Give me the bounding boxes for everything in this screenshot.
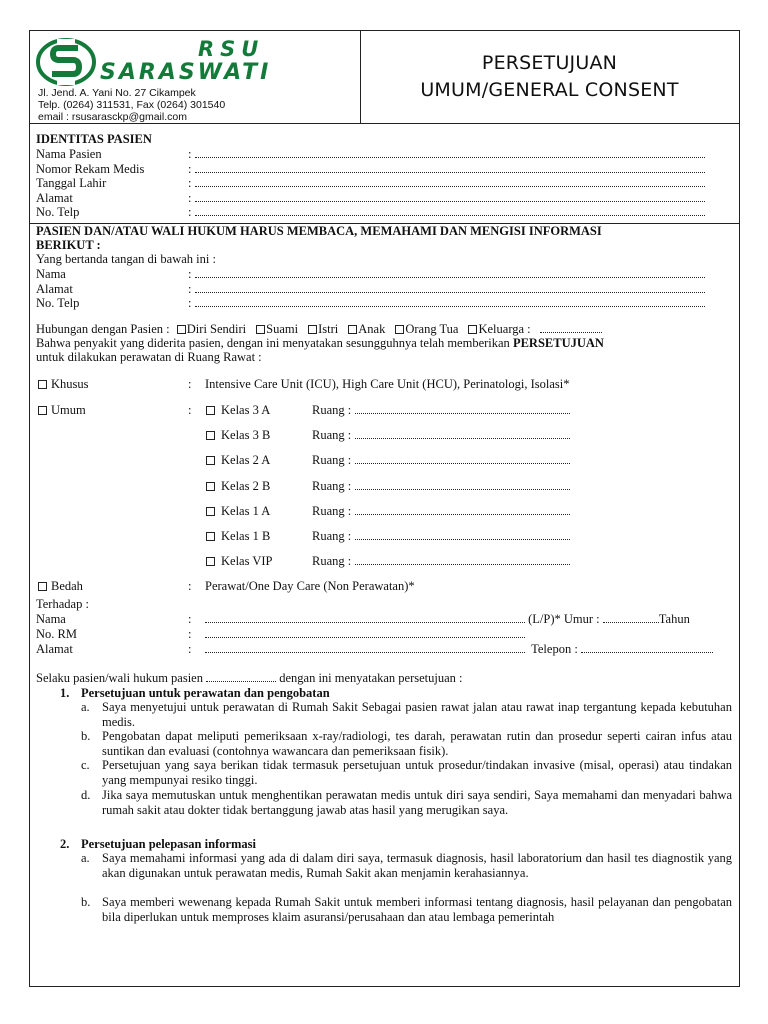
khusus-description: Intensive Care Unit (ICU), High Care Unit (HCU), Perinatologi, Isolasi*: [205, 377, 570, 391]
class-checkbox[interactable]: [206, 456, 215, 465]
target-rm-input[interactable]: [205, 627, 525, 638]
relation-checkbox[interactable]: [395, 325, 404, 334]
guardian-field-label: Alamat: [36, 281, 73, 296]
identity-field-input[interactable]: [195, 147, 705, 158]
room-row: Ruang :: [312, 453, 570, 467]
guardian-field-label: Nama: [36, 267, 66, 281]
room-input[interactable]: [355, 403, 570, 414]
target-age-input[interactable]: [603, 612, 659, 623]
hospital-logo-icon: [35, 36, 97, 88]
document-title: [360, 31, 739, 123]
target-label: Terhadap :: [36, 597, 89, 611]
target-address-label: Alamat: [36, 642, 73, 656]
brand-name: SARASWATI: [100, 60, 272, 85]
room-row: Ruang :: [312, 403, 570, 417]
identity-field-label: Nomor Rekam Medis: [36, 161, 145, 176]
form-body: IDENTITAS PASIEN Nama Pasien : Nomor Rekam Medis : Tanggal Lahir : Alamat : No. Telp : PASIEN DAN/ATAU WALI HUKUM HARUS MEMBACA, MEMAHAMI DAN MENGISI INFORMASI BERIKUT : Yang bertanda tangan di bawah ini : Nama : Alamat : No. Telp : Hubungan dengan Pasien : Diri Sendiri Suami Istri Anak Orang Tua Keluarga : Bahwa penyakit yang diderita pasien, dengan ini menyatakan sesungguhnya telah memberikan PERSETUJUAN untuk dilakukan perawatan di Ruang Rawat : Khusus : Intensive Care Unit (ICU), High Care Unit (HCU), Perinatologi, Isolasi* Umum : Kelas 3 A Ruang : Kelas 3 B Ruang : Kelas 2 A Ruang : Kelas 2 B Ruang : Kelas 1 A Ruang : Kelas 1 B Ruang : Kelas VIP Ruang : Bedah : Perawat/One Day Care (Non Perawatan)* Terhadap : Nama : (L/P)* Umur : Tahun No. RM : Alamat : Telepon : Selaku pasien/wali hukum pasien dengan ini menyatakan persetujuan : 1. Persetujuan untuk perawatan dan pengobatan a. Saya menyetujui untuk perawatan di Rumah Sakit Sebagai pasien rawat jalan atau rawat inap tergantung kepada kebutuhan medis. b. Pengobatan dapat meliputi pemeriksaan x-ray/radiologi, tes darah, perawatan rutin dan prosedur seperti cairan infus atau suntikan dan evaluasi (contohnya wawancara dan pemeriksaan fisik). c. Persetujuan yang saya berikan tidak termasuk persetujuan untuk prosedur/tindakan invasive (misal, operasi) atau tindakan yang mempunyai resiko tinggi. d. Jika saya memutuskan untuk menghentikan perawatan medis untuk diri saya sendiri, Saya memahami dan menyadari bahwa rumah sakit atau dokter tidak bertanggung jawab atas hasil yang merugikan saya. 2. Persetujuan pelepasan informasi a. Saya memahami informasi yang ada di dalam diri saya, termasuk diagnosis, hasil laboratorium dan hasil tes diagnostik yang akan digunakan untuk perawatan medis, Rumah Sakit akan menjamin kerahasiannya. b. Saya memberi wewenang kepada Rumah Sakit untuk memberi informasi tentang diagnosis, hasil pelayanan dan pengobatan bila diperlukan untuk memproses klaim asuransi/perusahaan dan atau lembaga pemerintah: [30, 123, 739, 986]
class-option[interactable]: Kelas 1 B: [206, 529, 270, 543]
relation-option[interactable]: Orang Tua: [395, 322, 458, 336]
consent-intro: Selaku pasien/wali hukum pasien dengan ini menyatakan persetujuan :: [36, 671, 463, 685]
consent-item-text: Saya memahami informasi yang ada di dalam diri saya, termasuk diagnosis, hasil laboratorium dan hasil tes diagnostik yang akan digunakan untuk perawatan medis, Rumah Sakit akan menjamin kerahasiannya.: [102, 851, 732, 880]
relation-option[interactable]: Suami: [256, 322, 298, 336]
identity-field-input[interactable]: [195, 162, 705, 173]
room-row: Ruang :: [312, 428, 570, 442]
consent-section-title: Persetujuan untuk perawatan dan pengobatan: [81, 686, 330, 700]
consent-section-number: 1.: [60, 686, 70, 700]
hospital-identity: [30, 31, 361, 123]
bedah-description: Perawat/One Day Care (Non Perawatan)*: [205, 579, 415, 593]
consent-item-letter: d.: [81, 788, 91, 802]
hospital-phone: Telp. (0264) 311531, Fax (0264) 301540: [38, 99, 226, 111]
identity-field-label: Alamat: [36, 190, 73, 205]
guardian-field-input[interactable]: [195, 282, 705, 293]
identity-field-input[interactable]: [195, 205, 705, 216]
hospital-email: email : rsusarasckp@gmail.com: [38, 111, 187, 123]
relation-checkbox[interactable]: [256, 325, 265, 334]
room-row: Ruang :: [312, 554, 570, 568]
guardian-field-input[interactable]: [195, 296, 705, 307]
target-address-input[interactable]: [205, 642, 525, 653]
room-input[interactable]: [355, 529, 570, 540]
target-name-row: (L/P)* Umur : Tahun: [205, 612, 690, 626]
khusus-checkbox[interactable]: [38, 380, 47, 389]
class-checkbox[interactable]: [206, 532, 215, 541]
consent-item-text: Persetujuan yang saya berikan tidak termasuk persetujuan untuk prosedur/tindakan invasive (misal, operasi) atau tindakan yang mempunyai resiko tinggi.: [102, 758, 732, 787]
class-option[interactable]: Kelas VIP: [206, 554, 273, 568]
room-row: Ruang :: [312, 504, 570, 518]
consent-section-title: Persetujuan pelepasan informasi: [81, 837, 256, 851]
relation-option[interactable]: Diri Sendiri: [177, 322, 246, 336]
identity-field-label: Tanggal Lahir: [36, 176, 107, 191]
consent-item-letter: c.: [81, 758, 90, 772]
consent-section-number: 2.: [60, 837, 70, 851]
consent-item-letter: a.: [81, 851, 90, 865]
relation-label: Hubungan dengan Pasien :: [36, 322, 170, 336]
class-checkbox[interactable]: [206, 431, 215, 440]
class-checkbox[interactable]: [206, 482, 215, 491]
guardian-field-input[interactable]: [195, 267, 705, 278]
title-line-1: PERSETUJUAN: [481, 52, 618, 74]
consent-item-letter: b.: [81, 729, 91, 743]
identity-field-input[interactable]: [195, 191, 705, 202]
target-address-row: Telepon :: [205, 642, 713, 656]
guardian-heading-2: BERIKUT :: [36, 238, 101, 252]
title-line-2: UMUM/GENERAL CONSENT: [420, 79, 679, 101]
target-rm-label: No. RM: [36, 627, 77, 641]
guardian-heading-1: PASIEN DAN/ATAU WALI HUKUM HARUS MEMBACA, MEMAHAMI DAN MENGISI INFORMASI: [36, 224, 602, 238]
identity-field-input[interactable]: [195, 176, 705, 187]
consent-item-text: Saya menyetujui untuk perawatan di Rumah Sakit Sebagai pasien rawat jalan atau rawat inap tergantung kepada kebutuhan medis.: [102, 700, 732, 729]
consent-item-text: Pengobatan dapat meliputi pemeriksaan x-ray/radiologi, tes darah, perawatan rutin dan prosedur seperti cairan infus atau suntikan dan evaluasi (contohnya wawancara dan pemeriksaan fisik).: [102, 729, 732, 758]
bedah-checkbox[interactable]: [38, 582, 47, 591]
consent-item-text: Saya memberi wewenang kepada Rumah Sakit untuk memberi informasi tentang diagnosis, hasil pelayanan dan pengobatan bila diperlukan untuk memproses klaim asuransi/perusahaan dan atau lembaga pemerintah: [102, 895, 732, 924]
relation-option[interactable]: Keluarga :: [468, 322, 530, 336]
class-checkbox[interactable]: [206, 557, 215, 566]
class-option[interactable]: Kelas 3 A: [206, 403, 270, 417]
relation-checkbox[interactable]: [468, 325, 477, 334]
consent-form: [29, 30, 740, 987]
target-phone-input[interactable]: [581, 642, 713, 653]
consent-role-input[interactable]: [206, 671, 276, 682]
guardian-intro: Yang bertanda tangan di bawah ini :: [36, 252, 216, 266]
room-row: Ruang :: [312, 529, 570, 543]
room-input[interactable]: [355, 453, 570, 464]
identity-field-label: No. Telp: [36, 205, 80, 220]
form-header: [30, 31, 739, 124]
statement-line-1: Bahwa penyakit yang diderita pasien, dengan ini menyatakan sesungguhnya telah memberikan PERSETUJUAN: [36, 336, 604, 350]
room-input[interactable]: [355, 479, 570, 490]
identity-field-label: Nama Pasien: [36, 147, 102, 161]
relation-checkbox[interactable]: [308, 325, 317, 334]
statement-line-2: untuk dilakukan perawatan di Ruang Rawat :: [36, 350, 262, 364]
brand-rsu: RSU: [198, 37, 265, 61]
guardian-field-label: No. Telp: [36, 296, 80, 311]
relation-checkbox[interactable]: [348, 325, 357, 334]
umum-option[interactable]: Umum: [38, 403, 86, 417]
class-option[interactable]: Kelas 2 B: [206, 479, 270, 493]
relation-option[interactable]: Istri: [308, 322, 338, 336]
class-checkbox[interactable]: [206, 507, 215, 516]
relation-other-input[interactable]: [540, 322, 602, 333]
identity-heading: IDENTITAS PASIEN: [36, 132, 152, 146]
consent-item-letter: b.: [81, 895, 91, 909]
target-name-input[interactable]: [205, 612, 525, 623]
khusus-option[interactable]: Khusus: [38, 377, 89, 391]
class-option[interactable]: Kelas 1 A: [206, 504, 270, 518]
room-row: Ruang :: [312, 479, 570, 493]
room-input[interactable]: [355, 554, 570, 565]
relation-row: [36, 322, 602, 336]
umum-checkbox[interactable]: [38, 406, 47, 415]
class-option[interactable]: Kelas 2 A: [206, 453, 270, 467]
target-name-label: Nama: [36, 612, 66, 626]
consent-item-letter: a.: [81, 700, 90, 714]
relation-checkbox[interactable]: [177, 325, 186, 334]
class-checkbox[interactable]: [206, 406, 215, 415]
room-input[interactable]: [355, 428, 570, 439]
hospital-address: Jl. Jend. A. Yani No. 27 Cikampek: [38, 87, 196, 99]
class-option[interactable]: Kelas 3 B: [206, 428, 270, 442]
room-input[interactable]: [355, 504, 570, 515]
relation-option[interactable]: Anak: [348, 322, 385, 336]
bedah-option[interactable]: Bedah: [38, 579, 83, 593]
consent-item-text: Jika saya memutuskan untuk menghentikan perawatan medis untuk diri saya sendiri, Saya memahami dan menyadari bahwa rumah sakit atau dokter tidak bertanggung jawab atas hasil yang merugikan saya.: [102, 788, 732, 817]
